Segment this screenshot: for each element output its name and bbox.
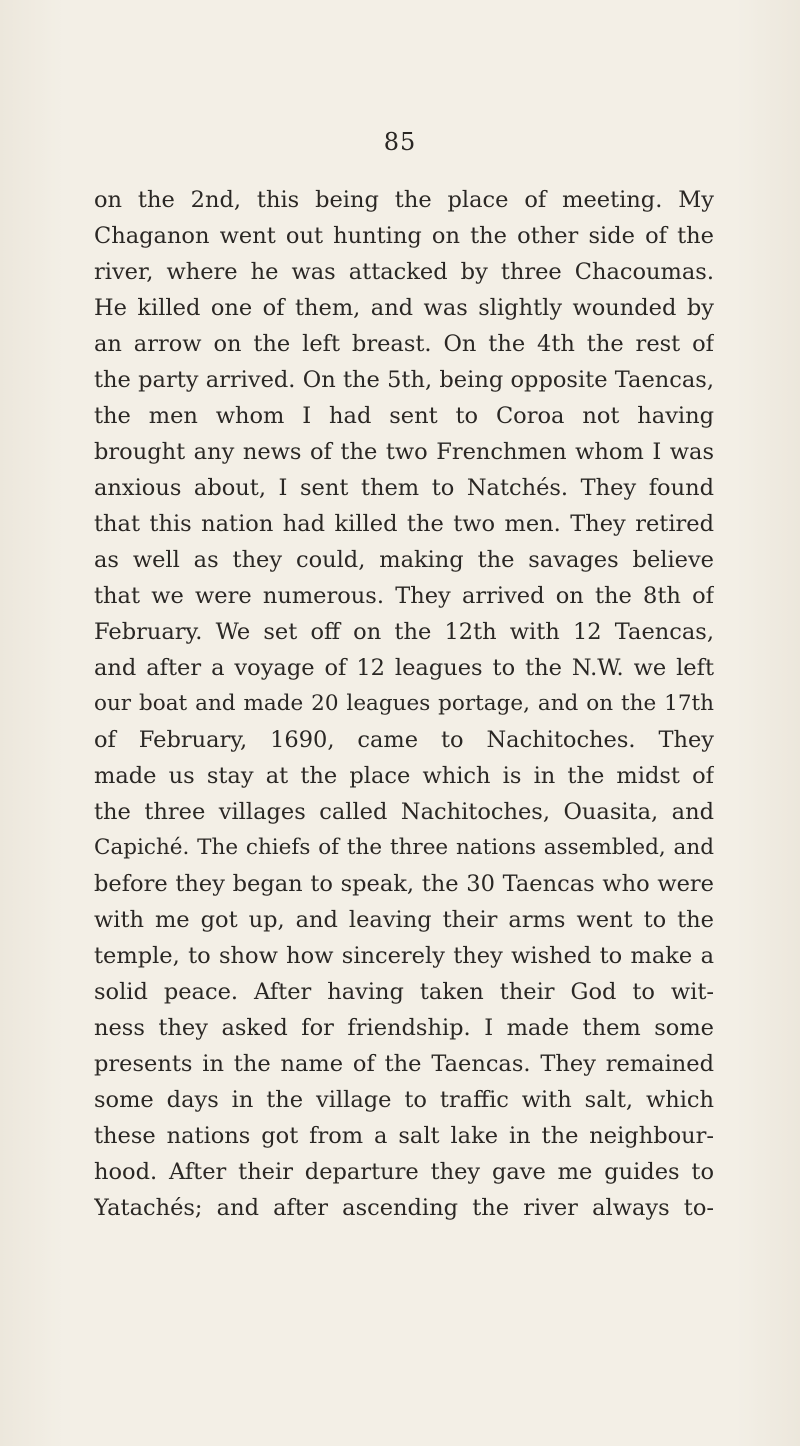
text-line: and after a voyage of 12 leagues to the N.W. we left [94,655,714,681]
text-line: made us stay at the place which is in the midst of [94,763,714,789]
text-line: some days in the village to traffic with salt, which [94,1087,714,1113]
page-number: 85 [383,128,417,156]
text-line: Chaganon went out hunting on the other side of the [94,223,714,249]
text-line: our boat and made 20 leagues portage, and on the 17th [94,691,714,716]
text-line: Yatachés; and after ascending the river always to- [94,1195,714,1221]
text-line: Capiché. The chiefs of the three nations assembled, and [94,835,714,860]
text-line: on the 2nd, this being the place of meeting. My [94,187,714,213]
text-line: with me got up, and leaving their arms went to the [94,907,714,933]
text-line: brought any news of the two Frenchmen whom I was [94,439,714,465]
text-line: ness they asked for friendship. I made them some [94,1015,714,1041]
text-line: February. We set off on the 12th with 12 Taencas, [94,619,714,645]
text-line: before they began to speak, the 30 Taencas who were [94,871,714,897]
body-text [94,182,714,1226]
text-line: the three villages called Nachitoches, Ouasita, and [94,799,714,825]
text-line: solid peace. After having taken their God to wit- [94,979,714,1005]
text-line: the men whom I had sent to Coroa not having [94,403,714,429]
text-line: anxious about, I sent them to Natchés. They found [94,475,714,501]
text-line: temple, to show how sincerely they wished to make a [94,943,714,969]
text-line: as well as they could, making the savages believe [94,547,714,573]
text-line: river, where he was attacked by three Chacoumas. [94,259,714,285]
text-line: that we were numerous. They arrived on the 8th of [94,583,714,609]
text-line: presents in the name of the Taencas. They remained [94,1051,714,1077]
text-line: an arrow on the left breast. On the 4th the rest of [94,331,714,357]
text-line: the party arrived. On the 5th, being opposite Taencas, [94,367,714,393]
text-line: of February, 1690, came to Nachitoches. They [94,727,714,753]
text-line: hood. After their departure they gave me guides to [94,1159,714,1185]
text-line: that this nation had killed the two men. They retired [94,511,714,537]
text-line: He killed one of them, and was slightly wounded by [94,295,714,321]
text-line: these nations got from a salt lake in the neighbour- [94,1123,714,1149]
